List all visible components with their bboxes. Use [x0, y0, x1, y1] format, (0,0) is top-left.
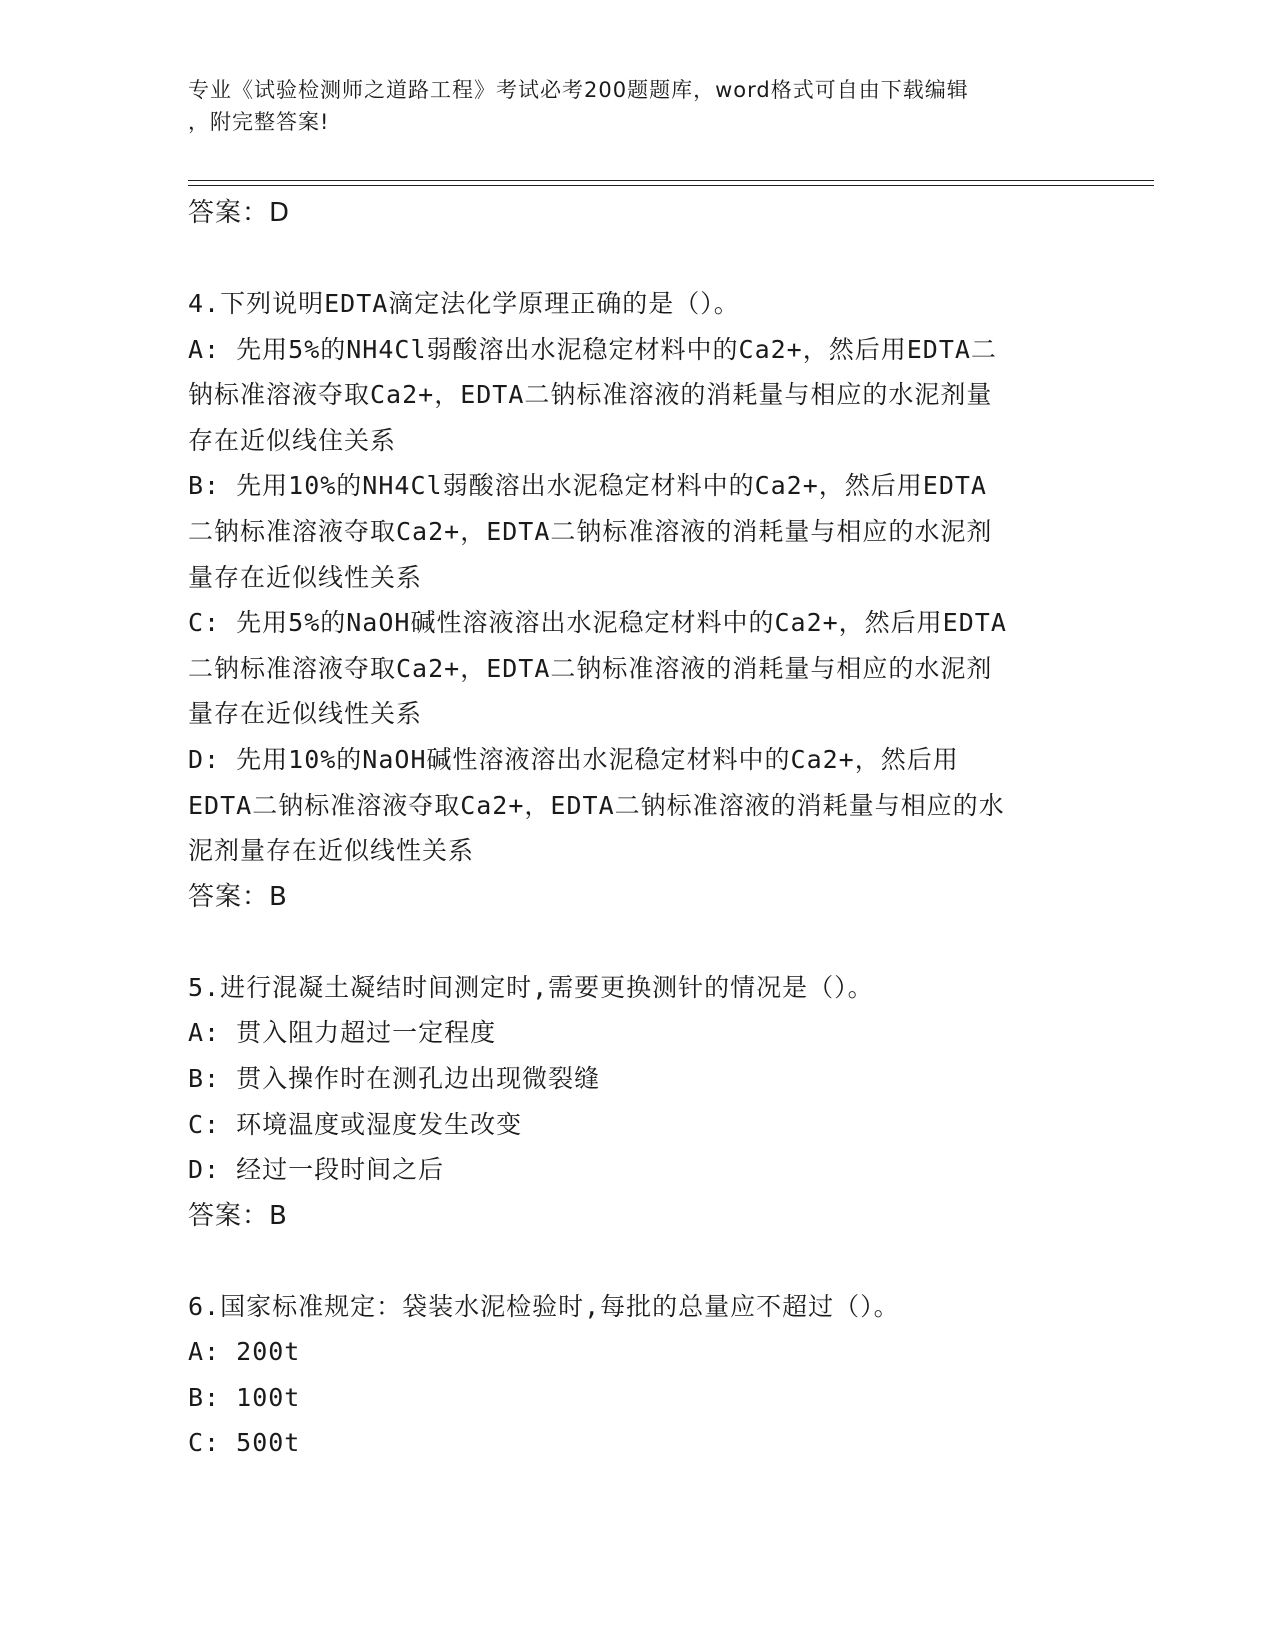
option-d-line-2: EDTA二钠标准溶液夺取Ca2+，EDTA二钠标准溶液的消耗量与相应的水 [188, 790, 1005, 820]
answer-q3: 答案：D [188, 198, 291, 228]
question-5 [188, 965, 1088, 1239]
option-a: A: 贯入阻力超过一定程度 [188, 1018, 497, 1048]
option-d-line-3: 泥剂量存在近似线性关系 [188, 836, 475, 866]
question-stem: 5.进行混凝土凝结时间测定时,需要更换测针的情况是（）。 [188, 972, 874, 1002]
option-c: C: 环境温度或湿度发生改变 [188, 1109, 523, 1139]
option-d-line-1: D: 先用10%的NaOH碱性溶液溶出水泥稳定材料中的Ca2+，然后用 [188, 744, 959, 774]
document-header [188, 74, 1088, 138]
spacer [188, 920, 1088, 965]
option-c-line-1: C: 先用5%的NaOH碱性溶液溶出水泥稳定材料中的Ca2+，然后用EDTA [188, 608, 1007, 638]
option-c-line-3: 量存在近似线性关系 [188, 699, 423, 729]
answer-q4: 答案：B [188, 881, 288, 912]
option-a: A: 200t [188, 1337, 301, 1367]
question-stem: 4.下列说明EDTA滴定法化学原理正确的是（）。 [188, 289, 740, 318]
header-line-2: ，附完整答案! [188, 110, 330, 134]
spacer [188, 236, 1088, 281]
header-line-1: 专业《试验检测师之道路工程》考试必考200题题库，word格式可自由下载编辑 [188, 78, 969, 102]
question-4 [188, 281, 1088, 920]
header-rule-bottom [188, 185, 1154, 186]
option-b-line-3: 量存在近似线性关系 [188, 562, 423, 592]
option-c: C: 500t [188, 1428, 301, 1458]
option-b: B: 100t [188, 1382, 301, 1412]
question-6 [188, 1284, 1088, 1466]
spacer [188, 1239, 1088, 1284]
option-d: D: 经过一段时间之后 [188, 1155, 445, 1185]
header-rule-top [188, 180, 1154, 181]
option-a-line-3: 存在近似线住关系 [188, 425, 397, 455]
question-stem: 6.国家标准规定：袋装水泥检验时,每批的总量应不超过（）。 [188, 1291, 900, 1321]
option-b: B: 贯入操作时在测孔边出现微裂缝 [188, 1063, 601, 1093]
option-c-line-2: 二钠标准溶液夺取Ca2+，EDTA二钠标准溶液的消耗量与相应的水泥剂 [188, 653, 993, 683]
answer-q5: 答案：B [188, 1200, 288, 1231]
option-b-line-2: 二钠标准溶液夺取Ca2+，EDTA二钠标准溶液的消耗量与相应的水泥剂 [188, 516, 993, 546]
document-body [188, 190, 1088, 1466]
option-a-line-2: 钠标准溶液夺取Ca2+，EDTA二钠标准溶液的消耗量与相应的水泥剂量 [188, 380, 993, 410]
option-b-line-1: B: 先用10%的NH4Cl弱酸溶出水泥稳定材料中的Ca2+，然后用EDTA [188, 471, 987, 501]
option-a-line-1: A: 先用5%的NH4Cl弱酸溶出水泥稳定材料中的Ca2+，然后用EDTA二 [188, 334, 997, 364]
